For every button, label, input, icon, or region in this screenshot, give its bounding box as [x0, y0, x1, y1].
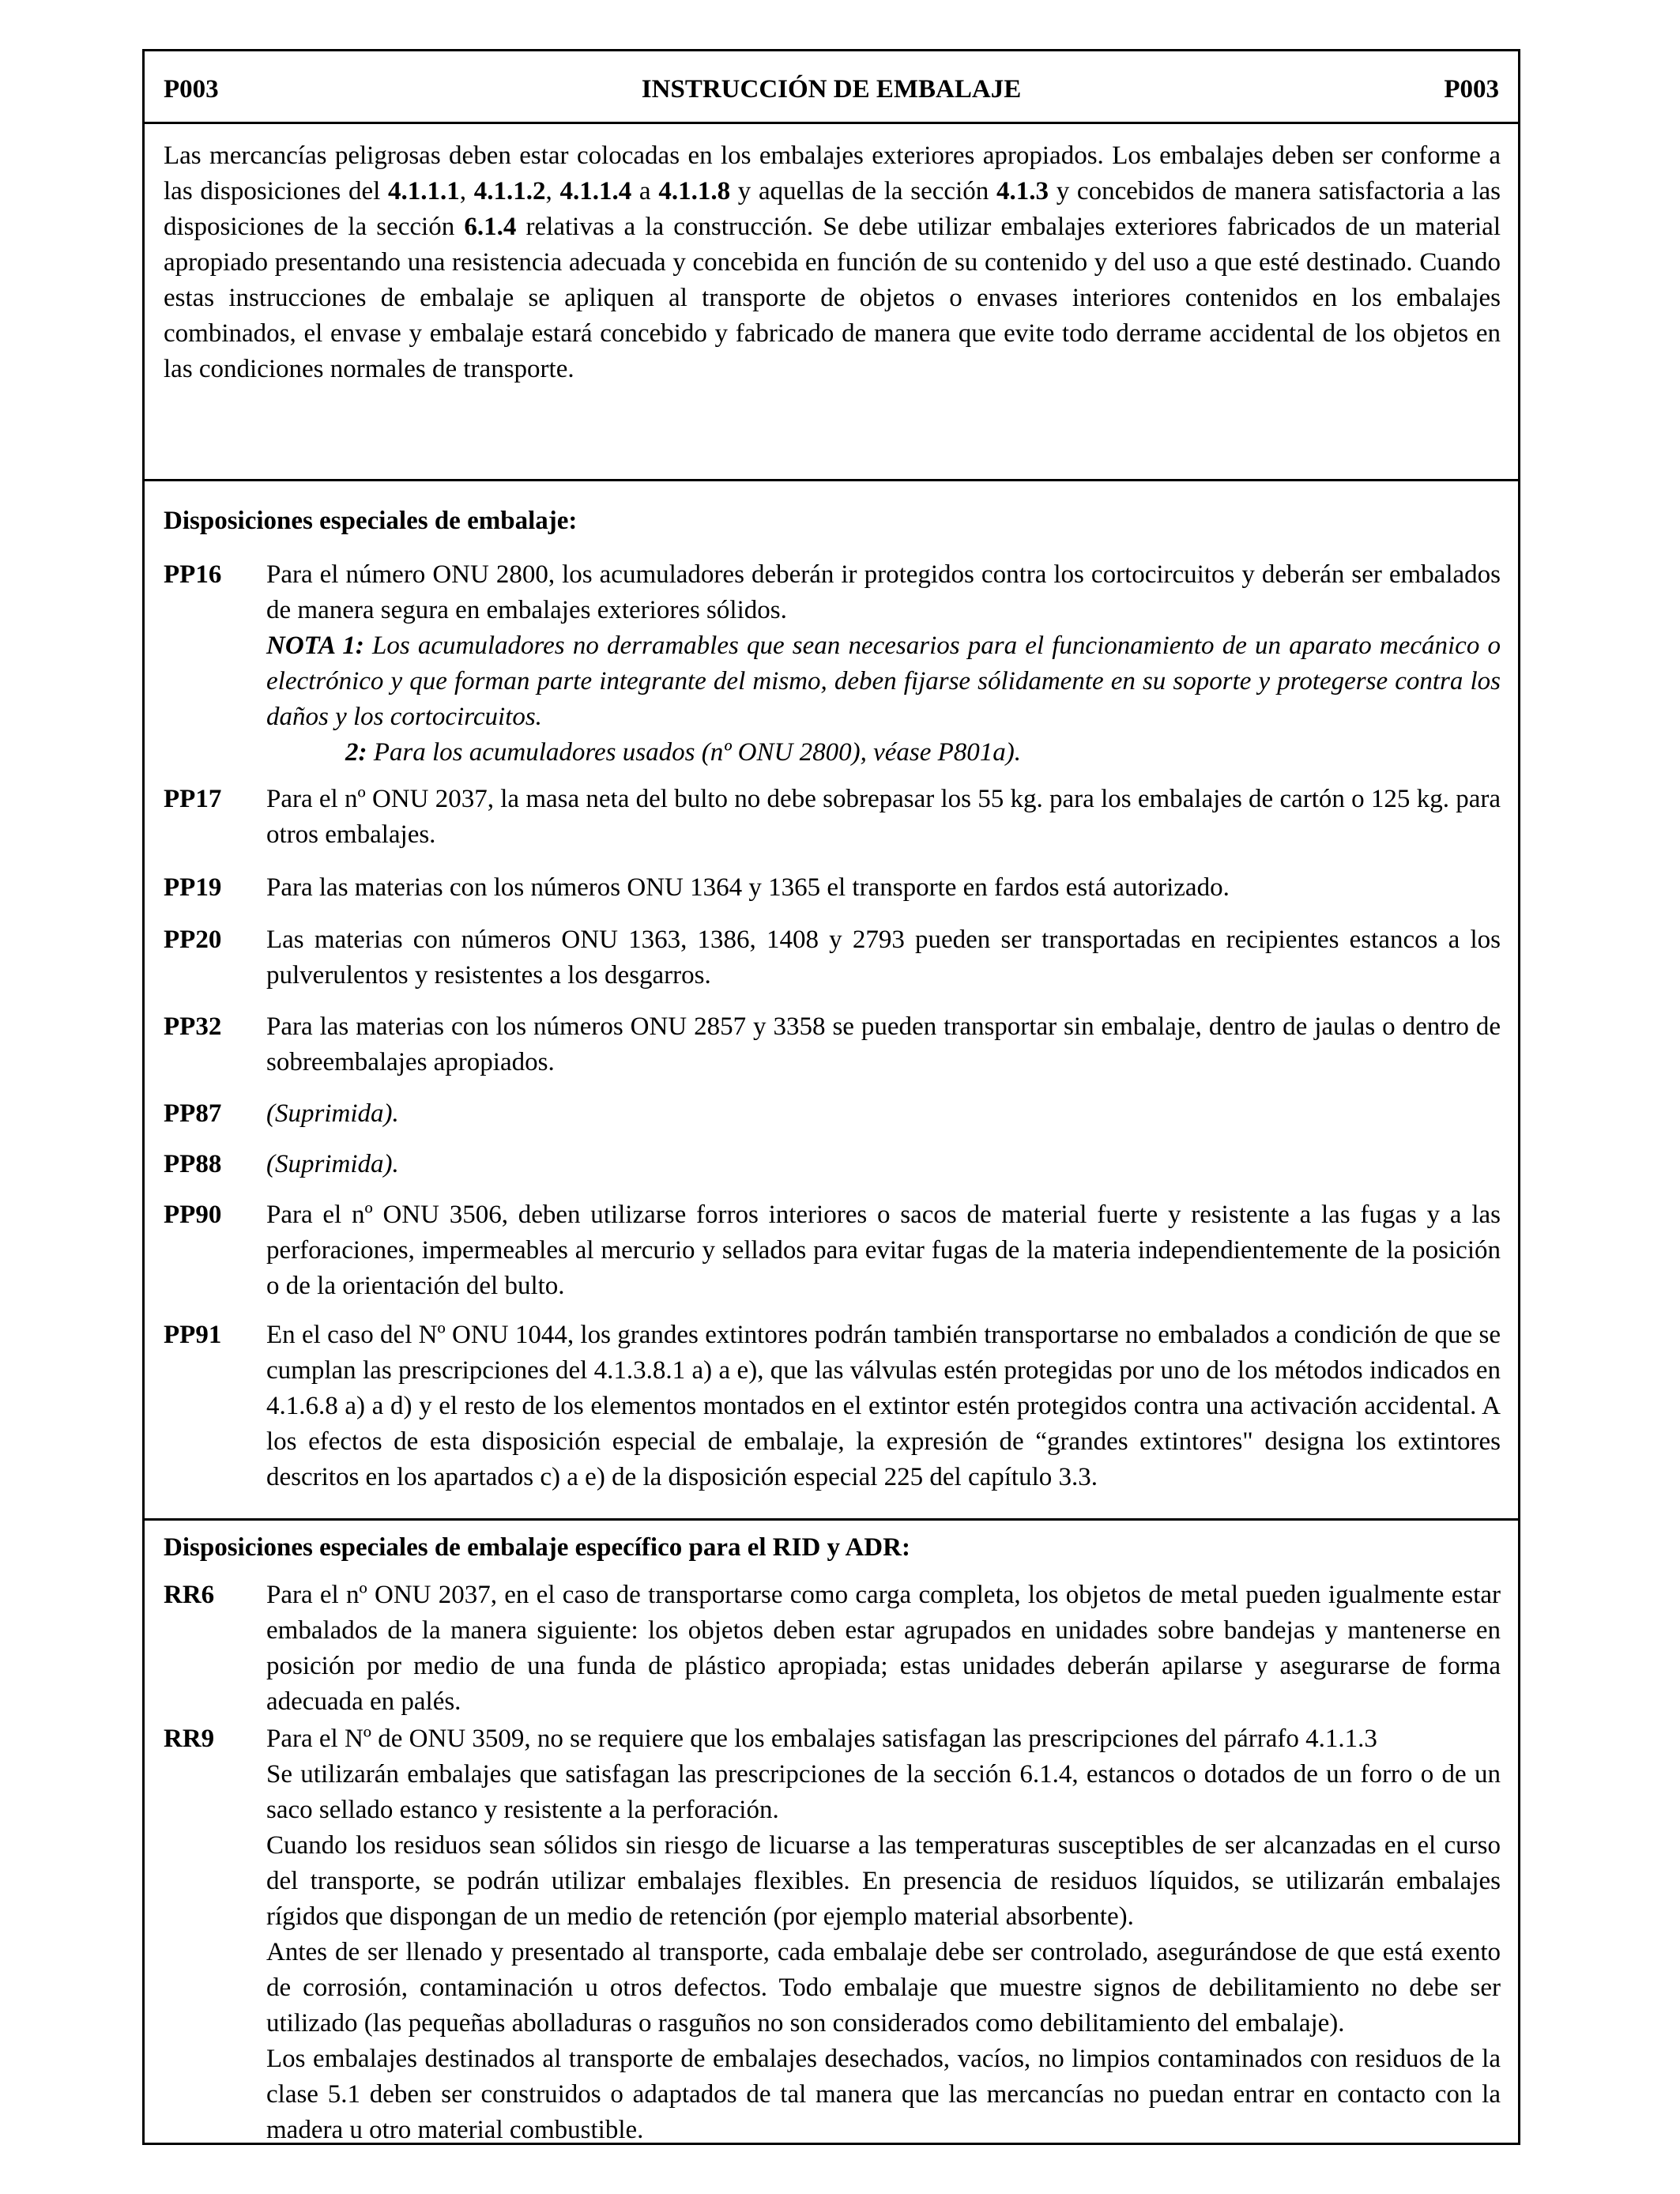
- instruction-code-right: P003: [1444, 75, 1499, 104]
- provision-text: Para el Nº de ONU 3509, no se requiere que los embalajes satisfagan las prescripciones del párrafo 4.1.1.3: [266, 1725, 1377, 1753]
- provision-item: [164, 1318, 1501, 1495]
- provision-code: RR9: [164, 1725, 215, 1753]
- provision-text: Para las materias con los números ONU 1364 y 1365 el transporte en fardos está autorizado.: [266, 873, 1230, 902]
- provision-code: PP91: [164, 1321, 222, 1349]
- provision-text: Las materias con números ONU 1363, 1386, 1408 y 2793 pueden ser transportadas en recipientes estancos a los pulverulentos y resistentes a los desgarros.: [266, 925, 1501, 990]
- provision-text: (Suprimida).: [266, 1150, 399, 1178]
- provision-text: Cuando los residuos sean sólidos sin riesgo de licuarse a las temperaturas susceptibles de ser alcanzadas en el curso del transporte, se podrán utilizar embalajes flexibles. En presencia de residuos líquidos, se utilizarán embalajes rígidos que dispongan de un medio de retención (por ejemplo material absorbente).: [266, 1831, 1501, 1931]
- provision-text: Para el nº ONU 2037, la masa neta del bulto no debe sobrepasar los 55 kg. para los embalajes de cartón o 125 kg. para otros embalajes.: [266, 785, 1501, 849]
- provision-item: [164, 1721, 1501, 2148]
- provision-text: Se utilizarán embalajes que satisfagan las prescripciones de la sección 6.1.4, estancos o dotados de un forro o de un saco sellado estanco y resistente a la perforación.: [266, 1760, 1501, 1824]
- instruction-code-left: P003: [164, 75, 219, 104]
- provision-item: [164, 557, 1501, 771]
- provision-code: PP17: [164, 785, 222, 813]
- provision-text: Para las materias con los números ONU 2857 y 3358 se pueden transportar sin embalaje, dentro de jaulas o dentro de sobreembalajes apropiados.: [266, 1012, 1501, 1076]
- provision-item: [164, 870, 1501, 906]
- provision-code: PP32: [164, 1012, 222, 1041]
- provision-text: Para el número ONU 2800, los acumuladores deberán ir protegidos contra los cortocircuitos y deberán ser embalados de manera segura en embalajes exteriores sólidos.: [266, 560, 1501, 624]
- provision-code: PP20: [164, 925, 222, 954]
- section-title: Disposiciones especiales de embalaje:: [164, 507, 578, 535]
- provision-item: [164, 782, 1501, 853]
- provision-note: 2: Para los acumuladores usados (nº ONU 2800), véase P801a).: [345, 738, 1022, 767]
- provision-text: En el caso del Nº ONU 1044, los grandes extintores podrán también transportarse no embalados a condición de que se cumplan las prescripciones del 4.1.3.8.1 a) a e), que las válvulas estén protegidas por uno de los métodos indicados en 4.1.6.8 a) a d) y el resto de los elementos montados en el extintor estén protegidos contra una activación accidental. A los efectos de esta disposición especial de embalaje, la expresión de “grandes extintores" designa los extintores descritos en los apartados c) a e) de la disposición especial 225 del capítulo 3.3.: [266, 1321, 1501, 1491]
- provision-item: [164, 1096, 1501, 1132]
- provision-code: PP87: [164, 1099, 222, 1128]
- provision-item: [164, 1578, 1501, 1720]
- provision-item: [164, 1197, 1501, 1304]
- provision-note: NOTA 1: Los acumuladores no derramables que sean necesarios para el funcionamiento de un aparato mecánico o electrónico y que forman parte integrante del mismo, deben fijarse sólidamente en su soporte y protegerse contra los daños y los cortocircuitos.: [266, 631, 1501, 731]
- section-title: Disposiciones especiales de embalaje específico para el RID y ADR:: [164, 1533, 910, 1562]
- provision-code: PP19: [164, 873, 222, 902]
- provision-text: Los embalajes destinados al transporte de embalajes desechados, vacíos, no limpios contaminados con residuos de la clase 5.1 deben ser construidos o adaptados de tal manera que las mercancías no puedan entrar en contacto con la madera u otro material combustible.: [266, 2045, 1501, 2144]
- intro-paragraph: Las mercancías peligrosas deben estar colocadas en los embalajes exteriores apropiados. Los embalajes deben ser conforme a las disposiciones del 4.1.1.1, 4.1.1.2, 4.1.1.4 a 4.1.1.8 y aquellas de la sección 4.1.3 y concebidos de manera satisfactoria a las disposiciones de la sección 6.1.4 relativas a la construcción. Se debe utilizar embalajes exteriores fabricados de un material apropiado presentando una resistencia adecuada y concebida en función de su contenido y del uso a que esté destinado. Cuando estas instrucciones de embalaje se apliquen al transporte de objetos o envases interiores contenidos en los embalajes combinados, el envase y embalaje estará concebido y fabricado de manera que evite todo derrame accidental de los objetos en las condiciones normales de transporte.: [164, 141, 1501, 383]
- provision-text: Antes de ser llenado y presentado al transporte, cada embalaje debe ser controlado, asegurándose de que está exento de corrosión, contaminación u otros defectos. Todo embalaje que muestre signos de debilitamiento no debe ser utilizado (las pequeñas abolladuras o rasguños no son considerados como debilitamiento del embalaje).: [266, 1938, 1501, 2038]
- provision-code: PP90: [164, 1201, 222, 1229]
- provision-code: PP16: [164, 560, 222, 589]
- provision-code: RR6: [164, 1581, 215, 1609]
- provision-item: [164, 1147, 1501, 1182]
- rid-adr-provisions-row: [145, 1521, 1518, 2143]
- provision-text: Para el nº ONU 2037, en el caso de transportarse como carga completa, los objetos de metal pueden igualmente estar embalados de la manera siguiente: los objetos deben estar agrupados en unidades sobre bandejas y mantenerse en posición por medio de una funda de plástico apropiada; estas unidades deberán apilarse y asegurarse de forma adecuada en palés.: [266, 1581, 1501, 1716]
- provision-text: (Suprimida).: [266, 1099, 399, 1128]
- provision-code: PP88: [164, 1150, 222, 1178]
- provision-item: [164, 1009, 1501, 1080]
- intro-row: [145, 124, 1518, 481]
- header-row: [145, 51, 1518, 124]
- provision-item: [164, 922, 1501, 993]
- packing-instruction-table: [142, 49, 1520, 2145]
- provision-text: Para el nº ONU 3506, deben utilizarse forros interiores o sacos de material fuerte y resistente a las fugas y a las perforaciones, impermeables al mercurio y sellados para evitar fugas de la materia independientemente de la posición o de la orientación del bulto.: [266, 1201, 1501, 1300]
- special-provisions-row: [145, 481, 1518, 1521]
- page-title: INSTRUCCIÓN DE EMBALAJE: [641, 75, 1022, 104]
